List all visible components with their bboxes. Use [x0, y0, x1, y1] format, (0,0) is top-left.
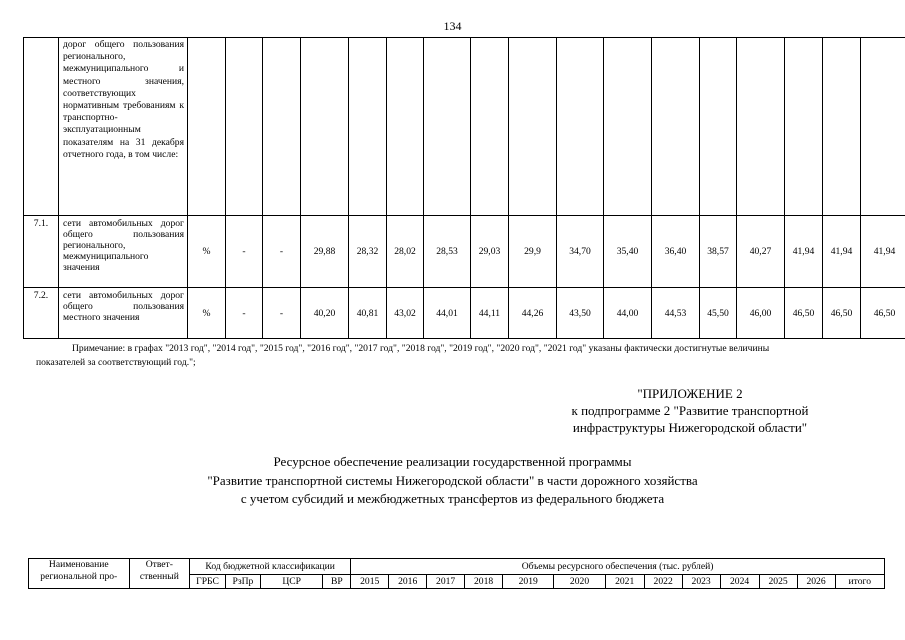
resource-table	[28, 558, 885, 589]
table-row-continuation	[24, 38, 905, 216]
row-unit: %	[188, 288, 226, 339]
table-header-row	[29, 559, 885, 575]
indicators-table	[23, 37, 905, 339]
page-number: 134	[443, 19, 462, 33]
note-line-1: Примечание: в графах "2013 год", "2014 год", "2015 год", "2016 год", "2017 год", "2018 год", "2019 год", "2020 год", "2021 год" указаны фактически достигнутые величины	[72, 343, 770, 354]
note-line-2: показателей за соответствующий год.";	[36, 357, 196, 368]
table-subheader-row: ГРБС РзПр ЦСР ВР 2015 2016 2017 2018 2019 2020 2021 2022 2023 2024 2025 2026 итого	[29, 575, 885, 589]
resource-title: Ресурсное обеспечение реализации государственной программы "Развитие транспортной системы Нижегородской области" в части дорожного хозяйства с учетом субсидий и межбюджетных трансфертов из федерального бюджета	[207, 454, 698, 506]
header-resource-volume: Объемы ресурсного обеспечения (тыс. рублей)	[351, 559, 885, 575]
continuation-description: дорог общего пользования регионального, межмуниципального и местного значения, соответствующих нормативным требованиям к транспортно-эксплуатационным показателям на 31 декабря отчетного года, в том числе:	[59, 38, 188, 216]
row-unit: %	[188, 216, 226, 288]
table-note	[36, 342, 886, 370]
row-description: сети автомобильных дорог общего пользования местного значения	[59, 288, 188, 339]
table-row: 7.1. сети автомобильных дорог общего пользования регионального, межмуниципального значения % - - 29,88 28,32 28,02 28,53 29,03 29,9 34,70 35,40 36,40 38,57 40,27 41,94 41,94 41,94	[24, 216, 905, 288]
appendix-heading: "ПРИЛОЖЕНИЕ 2 к подпрограмме 2 "Развитие транспортной инфраструктуры Нижегородской области"	[571, 386, 809, 435]
header-responsible: Ответ-ственный	[129, 559, 190, 589]
table-row: 7.2. сети автомобильных дорог общего пользования местного значения % - - 40,20 40,81 43,02 44,01 44,11 44,26 43,50 44,00 44,53 45,50 46,00 46,50 46,50 46,50	[24, 288, 905, 339]
header-program-name: Наименование региональной про-	[29, 559, 130, 589]
row-description: сети автомобильных дорог общего пользования регионального, межмуниципального значения	[59, 216, 188, 288]
header-budget-code: Код бюджетной классификации	[190, 559, 351, 575]
